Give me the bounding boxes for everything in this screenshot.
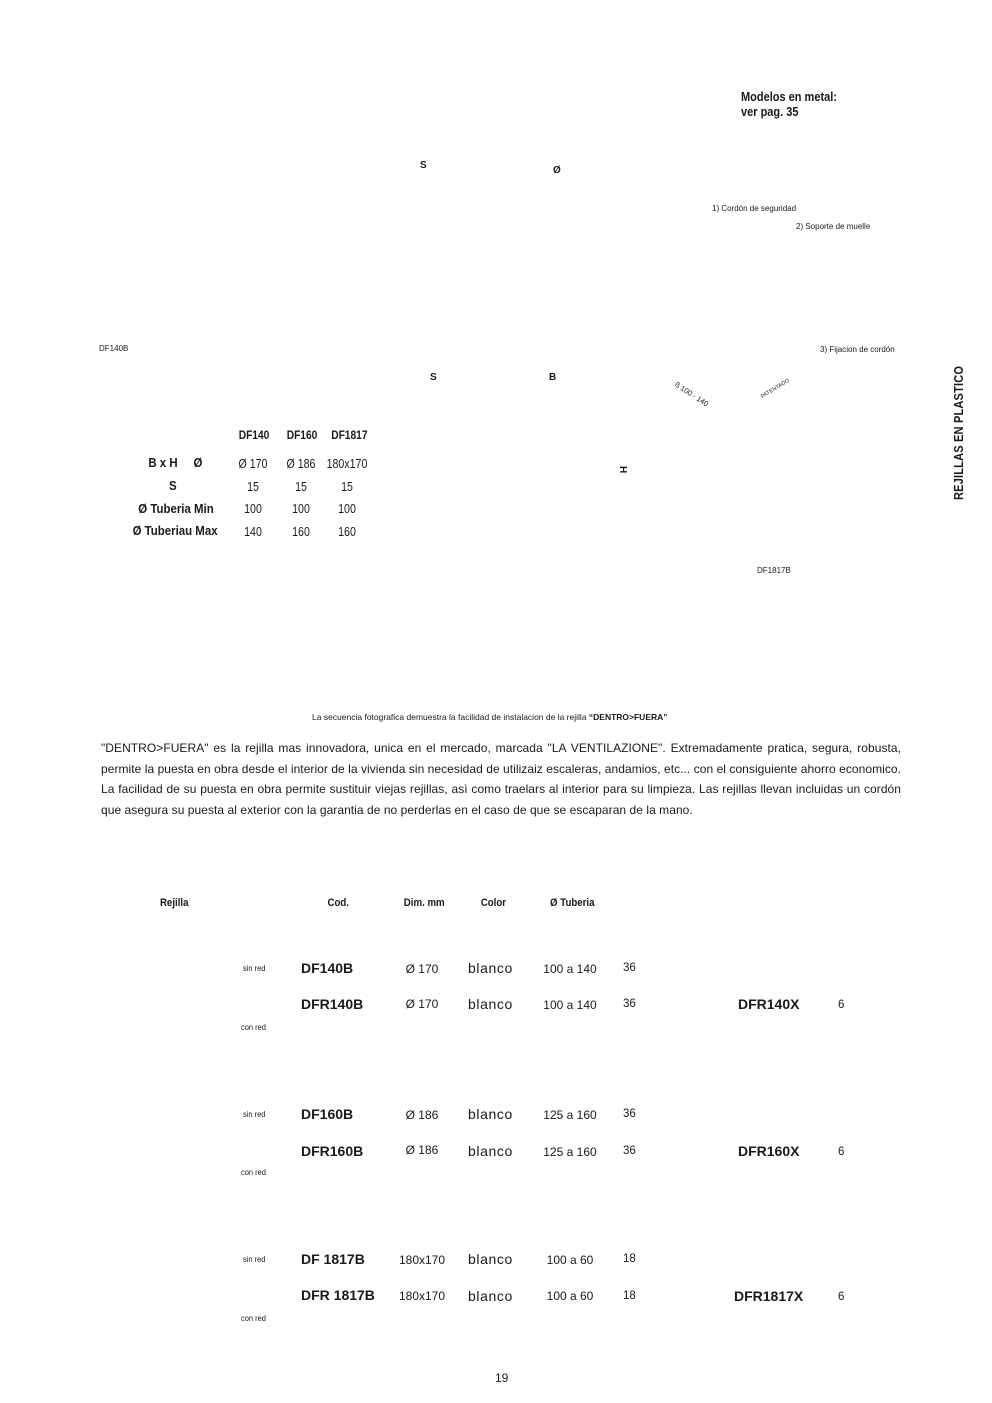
- spec-value: 140: [244, 525, 262, 539]
- spec-value: 15: [247, 480, 259, 494]
- spec-value: Ø 170: [238, 457, 268, 471]
- product-color: blanco: [468, 1288, 513, 1304]
- product-qty: 36: [623, 1108, 636, 1120]
- product-pipe-range: 100 a 60: [546, 1289, 594, 1303]
- diagram-label-b-mid: B: [549, 372, 557, 383]
- table-header-rejilla: Rejilla: [159, 897, 189, 909]
- spec-value: 160: [338, 525, 356, 539]
- product-color: blanco: [468, 960, 513, 976]
- product-dim: 180x170: [398, 1289, 446, 1303]
- product-dim: Ø 186: [405, 1143, 439, 1157]
- product-pipe-range: 100 a 60: [546, 1253, 594, 1267]
- image-caption-df1817b: DF1817B: [757, 566, 791, 575]
- product-code: DFR 1817B: [301, 1287, 375, 1303]
- product-color: blanco: [468, 1143, 513, 1159]
- spec-value: Ø 186: [286, 457, 316, 471]
- spec-row-label-s: S: [169, 478, 177, 493]
- row-tag: con red: [241, 1167, 266, 1177]
- metal-models-note: [741, 90, 837, 120]
- product-dim: 180x170: [398, 1253, 446, 1267]
- row-tag: sin red: [243, 1254, 266, 1264]
- spec-value: 100: [338, 502, 356, 516]
- diagram-note-cord-fixing: 3) Fijacion de cordón: [820, 345, 895, 354]
- caption-text: La secuencia fotografica demuestra la facilidad de instalacion de la rejilla: [312, 712, 589, 722]
- product-dim: Ø 186: [405, 1108, 439, 1122]
- product-code: DF160B: [301, 1106, 354, 1122]
- spec-value: 15: [341, 480, 353, 494]
- product-description: "DENTRO>FUERA" es la rejilla mas innovadora, unica en el mercado, marcada "LA VENTILAZIONE". Extremadamente pratica, segura, robusta, permite la puesta en obra desde el interior de la vivienda sin necesidad de utilizaiz escaleras, andamios, etc... con el consiguiente ahorro economico. La facilidad de su puesta en obra permite sustituir viejas rejillas, asì como traelars al interior para su limpieza. Las rejillas llevan incluidas un cordón que asegura su puesta al exterior con la garantia de no perderlas en el caso de que se escaparan de la mano.: [101, 741, 902, 817]
- row-tag: sin red: [243, 1109, 266, 1119]
- spec-value: 15: [295, 480, 307, 494]
- diagram-label-s-mid: S: [430, 372, 437, 383]
- image-caption-df140b: DF140B: [99, 344, 129, 353]
- product-pipe-range: 100 a 140: [543, 998, 597, 1012]
- product-color: blanco: [468, 1251, 513, 1267]
- spec-row-label-pipe-max: Ø Tuberiau Max: [133, 523, 218, 538]
- diagram-label-diameter-top: Ø: [553, 165, 561, 176]
- metal-note-line2: ver pag. 35: [741, 105, 799, 119]
- product-qty: 18: [623, 1290, 636, 1302]
- product-color: blanco: [468, 1106, 513, 1122]
- product-pipe-range: 125 a 160: [543, 1145, 597, 1159]
- product-code: DF 1817B: [301, 1251, 365, 1267]
- diagram-note-safety-cord: 1) Cordón de seguridad: [712, 204, 797, 213]
- table-header-color: Color: [480, 897, 507, 909]
- product-dim: Ø 170: [405, 962, 439, 976]
- spec-value: 180x170: [326, 457, 368, 471]
- diagram-label-pipe-range: ß 100 - 140: [673, 380, 711, 409]
- metal-note-line1: Modelos en metal:: [741, 90, 837, 104]
- spec-value: 160: [292, 525, 310, 539]
- row-tag: con red: [241, 1313, 266, 1323]
- spec-value: 100: [292, 502, 310, 516]
- metal-product-code: DFR1817X: [734, 1288, 804, 1304]
- metal-product-code: DFR140X: [738, 996, 800, 1012]
- photo-sequence-caption: [312, 712, 668, 722]
- patent-stamp: PATENTADO: [760, 377, 791, 401]
- spec-header-df140: DF140: [238, 428, 270, 442]
- page-number: 19: [495, 1371, 509, 1385]
- table-header-dim: Dim. mm: [403, 897, 445, 909]
- spec-header-df160: DF160: [286, 428, 318, 442]
- product-qty: 18: [623, 1253, 636, 1265]
- spec-header-df1817: DF1817: [331, 428, 368, 442]
- row-tag: con red: [241, 1022, 266, 1032]
- spec-row-label-pipe-min: Ø Tuberia Min: [138, 501, 214, 516]
- product-code: DFR160B: [301, 1143, 364, 1159]
- product-qty: 36: [623, 1145, 636, 1157]
- table-header-tuberia: Ø Tuberia: [550, 897, 595, 909]
- product-color: blanco: [468, 996, 513, 1012]
- product-code: DFR140B: [301, 996, 364, 1012]
- product-pipe-range: 125 a 160: [543, 1108, 597, 1122]
- product-code: DF140B: [301, 960, 354, 976]
- metal-product-code: DFR160X: [738, 1143, 800, 1159]
- spec-value: 100: [244, 502, 262, 516]
- metal-product-qty: 6: [838, 1291, 845, 1303]
- caption-product-name: “DENTRO>FUERA”: [588, 712, 668, 722]
- metal-product-qty: 6: [838, 999, 845, 1011]
- spec-row-label-bxh: B x H Ø: [147, 455, 202, 470]
- product-dim: Ø 170: [405, 997, 439, 1011]
- product-qty: 36: [623, 998, 636, 1010]
- metal-product-qty: 6: [838, 1146, 845, 1158]
- diagram-label-h: H: [617, 466, 628, 474]
- diagram-label-s-top: S: [420, 160, 427, 171]
- product-pipe-range: 100 a 140: [543, 962, 597, 976]
- product-qty: 36: [623, 962, 636, 974]
- table-header-cod: Cod.: [327, 897, 349, 909]
- row-tag: sin red: [243, 963, 266, 973]
- diagram-note-spring-support: 2) Soporte de muelle: [796, 222, 871, 231]
- section-side-title: REJILLAS EN PLASTICO: [951, 365, 966, 500]
